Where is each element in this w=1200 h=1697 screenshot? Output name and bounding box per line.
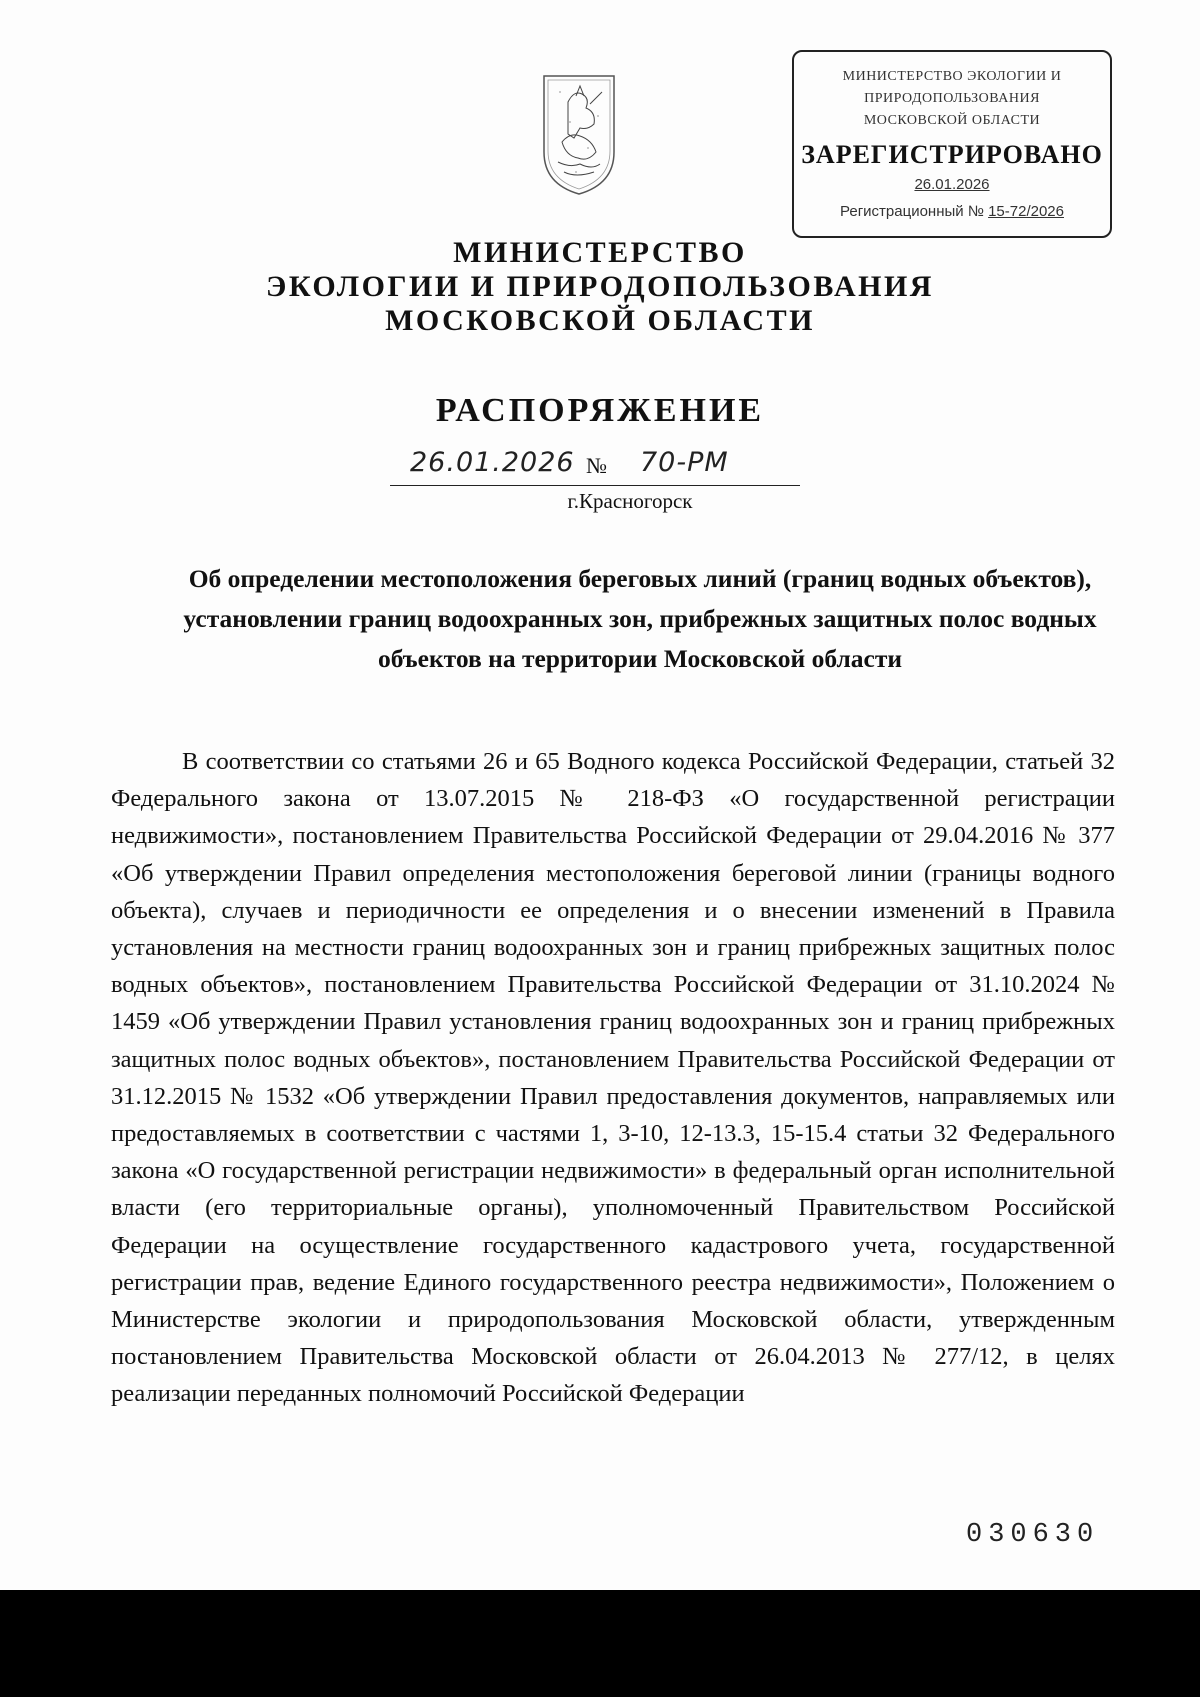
date-number-line xyxy=(390,447,800,486)
coat-of-arms-icon xyxy=(540,72,618,198)
stamp-org-line: ПРИРОДОПОЛЬЗОВАНИЯ xyxy=(864,91,1040,106)
city-label: г.Красногорск xyxy=(567,489,693,513)
ministry-line: ЭКОЛОГИИ И ПРИРОДОПОЛЬЗОВАНИЯ xyxy=(266,270,934,303)
stamp-status: ЗАРЕГИСТРИРОВАНО xyxy=(801,140,1103,169)
stamp-date: 26.01.2026 xyxy=(914,176,990,193)
ministry-heading xyxy=(0,236,1200,338)
document-subject: Об определении местоположения береговых линий (границ водных объектов), установлении границ водоохранных зон, прибрежных защитных полос водных объектов на территории Московской области xyxy=(183,564,1097,673)
number-sign: № xyxy=(586,453,607,478)
stamp-reg-label: Регистрационный № xyxy=(840,203,989,220)
ministry-line: МИНИСТЕРСТВО xyxy=(453,236,747,269)
stamp-org-line: МИНИСТЕРСТВО ЭКОЛОГИИ И xyxy=(842,69,1062,84)
scan-border xyxy=(0,1590,1200,1697)
ministry-line: МОСКОВСКОЙ ОБЛАСТИ xyxy=(385,304,815,337)
serial-number: 030630 xyxy=(966,1520,1100,1550)
stamp-reg-number xyxy=(794,203,1110,220)
document-type-title: РАСПОРЯЖЕНИЕ xyxy=(435,392,765,429)
body-paragraph: В соответствии со статьями 26 и 65 Водного кодекса Российской Федерации, статьей 32 Федерального закона от 13.07.2015 № 218-ФЗ «О государственной регистрации недвижимости», постановлением Правительства Российской Федерации от 29.04.2016 № 377 «Об утверждении Правил определения местоположения береговой линии (границы водного объекта), случаев и периодичности ее определения и о внесении изменений в Правила установления на местности границ водоохранных зон и границ прибрежных защитных полос водных объектов», постановлением Правительства Российской Федерации от 31.10.2024 № 1459 «Об утверждении Правил установления границ водоохранных зон и границ прибрежных защитных полос водных объектов», постановлением Правительства Российской Федерации от 31.12.2015 № 1532 «Об утверждении Правил предоставления документов, направляемых или предоставляемых в соответствии с частями 1, 3-10, 12-13.3, 15-15.4 статьи 32 Федерального закона «О государственной регистрации недвижимости» в федеральный орган исполнительной власти (его территориальные органы), уполномоченный Правительством Российской Федерации на осуществление государственного кадастрового учета, государственной регистрации прав, ведение Единого государственного реестра недвижимости», Положением о Министерстве экологии и природопользования Московской области, утвержденным постановлением Правительства Московской области от 26.04.2013 № 277/12, в целях реализации переданных полномочий Российской Федерации xyxy=(111,748,1115,1408)
registration-stamp xyxy=(792,50,1112,238)
handwritten-date: 26.01.2026 xyxy=(410,447,575,478)
handwritten-number: 70-РМ xyxy=(640,447,729,478)
stamp-org-line: МОСКОВСКОЙ ОБЛАСТИ xyxy=(863,113,1041,128)
stamp-reg-value: 15-72/2026 xyxy=(988,203,1064,220)
